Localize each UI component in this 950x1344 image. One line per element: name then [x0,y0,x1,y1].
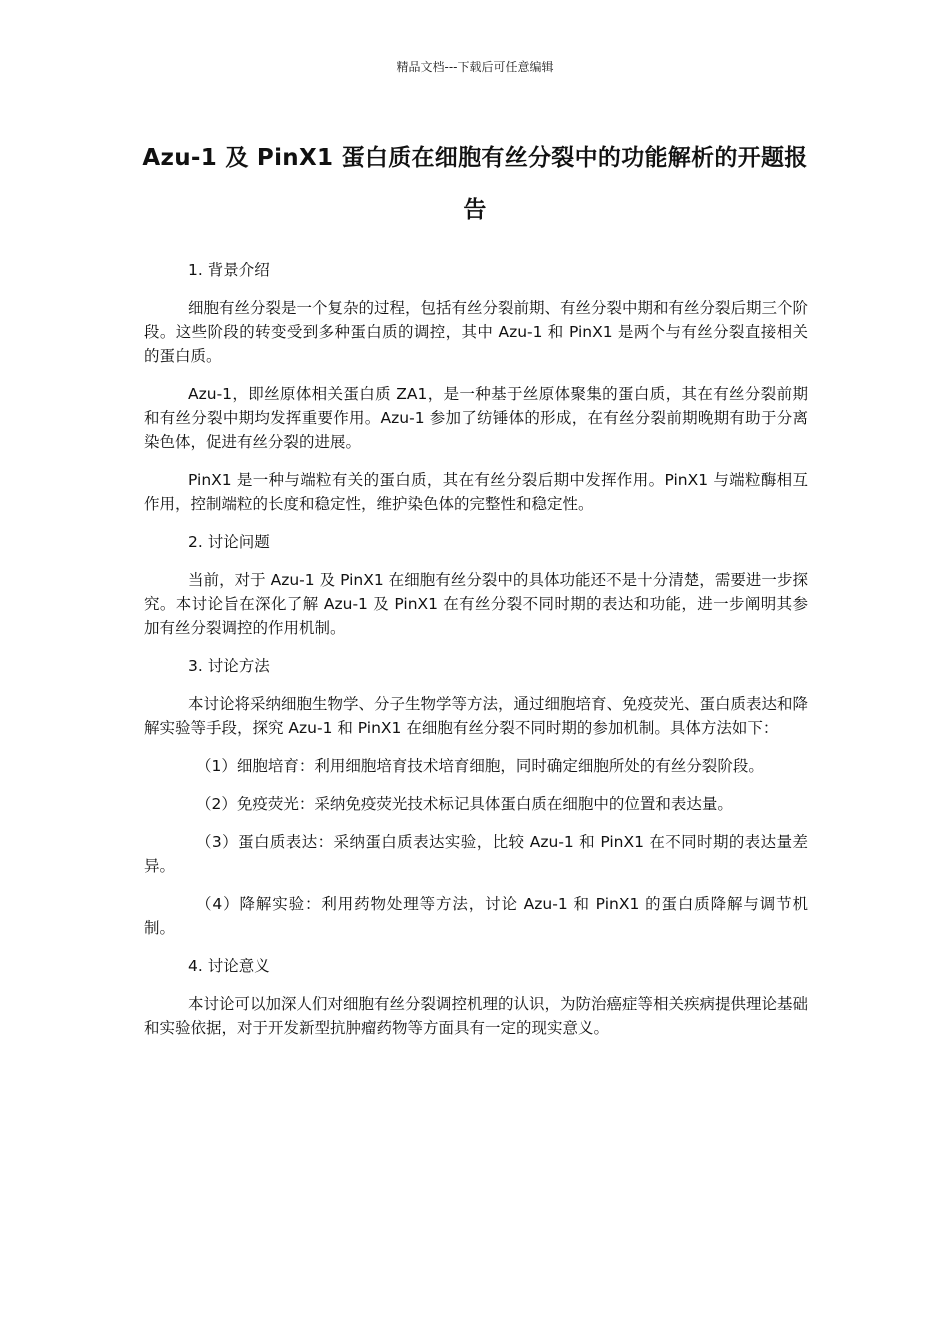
method-item: （4）降解实验：利用药物处理等方法，讨论 Azu-1 和 PinX1 的蛋白质降解与调节机制。 [144,895,808,937]
method-item: （1）细胞培育：利用细胞培育技术培育细胞，同时确定细胞所处的有丝分裂阶段。 [196,757,764,775]
paragraph: 本讨论可以加深人们对细胞有丝分裂调控机理的认识，为防治癌症等相关疾病提供理论基础和实验依据，对于开发新型抗肿瘤药物等方面具有一定的现实意义。 [144,995,809,1037]
section-heading-methods: 3. 讨论方法 [188,657,270,675]
method-item: （2）免疫荧光：采纳免疫荧光技术标记具体蛋白质在细胞中的位置和表达量。 [196,795,733,813]
document-body [144,258,808,1054]
method-item: （3）蛋白质表达：采纳蛋白质表达实验，比较 Azu-1 和 PinX1 在不同时期的表达量差异。 [144,833,808,875]
document-title: Azu-1 及 PinX1 蛋白质在细胞有丝分裂中的功能解析的开题报告 [142,145,808,223]
paragraph: Azu-1，即丝原体相关蛋白质 ZA1，是一种基于丝原体聚集的蛋白质，其在有丝分裂前期和有丝分裂中期均发挥重要作用。Azu-1 参加了纺锤体的形成，在有丝分裂前期晚期有助于分离染色体，促进有丝分裂的进展。 [144,385,808,451]
section-heading-problem: 2. 讨论问题 [188,533,270,551]
paragraph: 细胞有丝分裂是一个复杂的过程，包括有丝分裂前期、有丝分裂中期和有丝分裂后期三个阶段。这些阶段的转变受到多种蛋白质的调控，其中 Azu-1 和 PinX1 是两个与有丝分裂直接相关的蛋白质。 [144,299,809,365]
section-heading-significance: 4. 讨论意义 [188,957,270,975]
paragraph: 当前，对于 Azu-1 及 PinX1 在细胞有丝分裂中的具体功能还不是十分清楚，需要进一步探究。本讨论旨在深化了解 Azu-1 及 PinX1 在有丝分裂不同时期的表达和功能，进一步阐明其参加有丝分裂调控的作用机制。 [144,571,808,637]
page-header: 精品文档---下载后可任意编辑 [396,60,554,74]
section-heading-background: 1. 背景介绍 [188,261,270,279]
paragraph: 本讨论将采纳细胞生物学、分子生物学等方法，通过细胞培育、免疫荧光、蛋白质表达和降解实验等手段，探究 Azu-1 和 PinX1 在细胞有丝分裂不同时期的参加机制。具体方法如下： [144,695,809,737]
paragraph: PinX1 是一种与端粒有关的蛋白质，其在有丝分裂后期中发挥作用。PinX1 与端粒酶相互作用，控制端粒的长度和稳定性，维护染色体的完整性和稳定性。 [144,471,808,513]
